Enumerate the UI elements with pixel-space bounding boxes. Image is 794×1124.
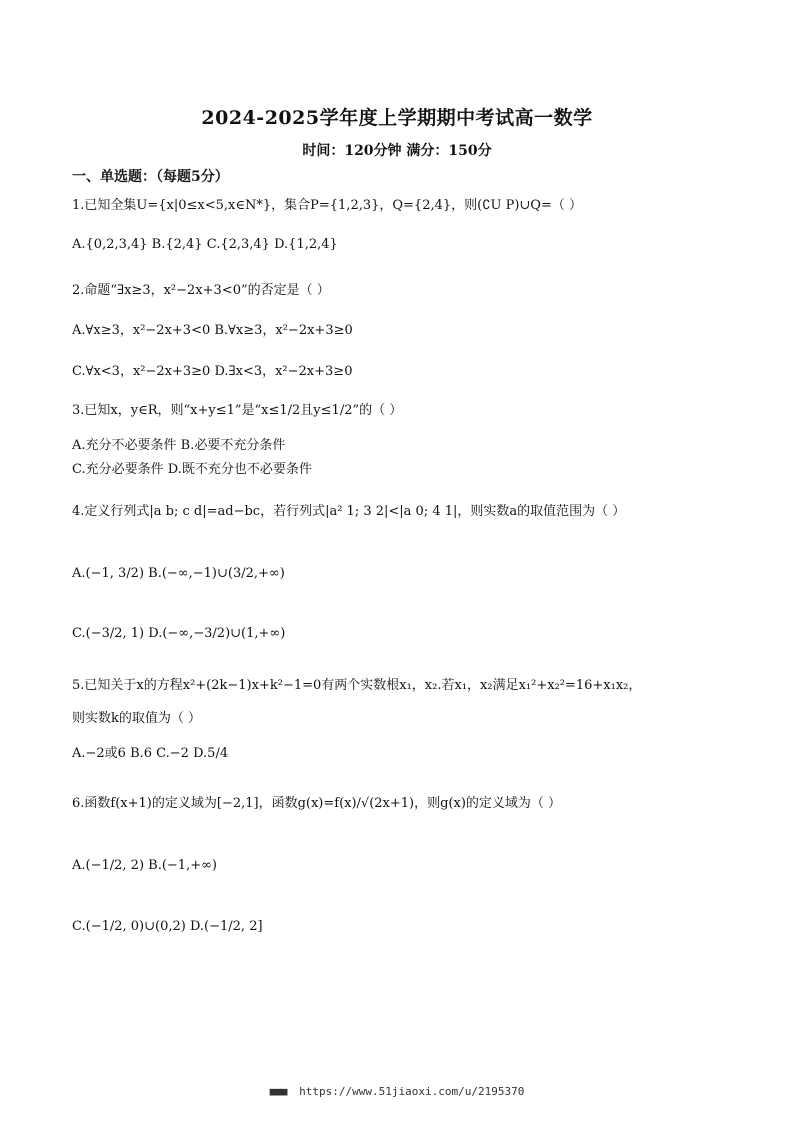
question-2: 2.命题“∃x≥3，x²−2x+3<0”的否定是（ ） (72, 283, 330, 298)
question-6-options-ab: A.(−1/2, 2) B.(−1,+∞) (72, 858, 217, 873)
question-2-options-ab: A.∀x≥3，x²−2x+3<0 B.∀x≥3，x²−2x+3≥0 (72, 323, 353, 338)
question-2-options-cd: C.∀x<3，x²−2x+3≥0 D.∃x<3，x²−2x+3≥0 (72, 364, 353, 379)
watermark-dots: ■■■ (269, 1085, 287, 1098)
question-3: 3.已知x，y∈R，则“x+y≤1”是“x≤1/2且y≤1/2”的（ ） (72, 403, 403, 418)
question-4: 4.定义行列式|a b; c d|=ad−bc，若行列式|a² 1; 3 2|<|a 0; 4 1|，则实数a的取值范围为（ ） (72, 504, 626, 519)
question-5-options: A.−2或6 B.6 C.−2 D.5/4 (72, 746, 229, 761)
section-heading: 一、单选题：（每题5分） (72, 169, 229, 185)
question-3-options-ab: A.充分不必要条件 B.必要不充分条件 (72, 438, 286, 453)
question-5-continued: 则实数k的取值为（ ） (72, 711, 202, 726)
question-4-options-cd: C.(−3/2, 1) D.(−∞,−3/2)∪(1,+∞) (72, 626, 286, 641)
question-4-options-ab: A.(−1, 3/2) B.(−∞,−1)∪(3/2,+∞) (72, 566, 285, 581)
exam-meta: 时间：120分钟 满分：150分 (302, 143, 492, 159)
footer-watermark (0, 1085, 794, 1098)
question-1-options: A.{0,2,3,4} B.{2,4} C.{2,3,4} D.{1,2,4} (72, 237, 338, 252)
question-5: 5.已知关于x的方程x²+(2k−1)x+k²−1=0有两个实数根x₁，x₂.若x₁，x₂满足x₁²+x₂²=16+x₁x₂， (72, 678, 642, 693)
page-title: 2024-2025学年度上学期期中考试高一数学 (201, 107, 593, 129)
question-6: 6.函数f(x+1)的定义域为[−2,1]，函数g(x)=f(x)/√(2x+1)，则g(x)的定义域为（ ） (72, 796, 562, 811)
question-3-options-cd: C.充分必要条件 D.既不充分也不必要条件 (72, 462, 312, 477)
footer-url[interactable]: https://www.51jiaoxi.com/u/2195370 (299, 1085, 525, 1098)
question-6-options-cd: C.(−1/2, 0)∪(0,2) D.(−1/2, 2] (72, 919, 263, 934)
question-1: 1.已知全集U={x|0≤x<5,x∈N*}，集合P={1,2,3}，Q={2,4}，则(∁U P)∪Q=（ ） (72, 198, 582, 213)
